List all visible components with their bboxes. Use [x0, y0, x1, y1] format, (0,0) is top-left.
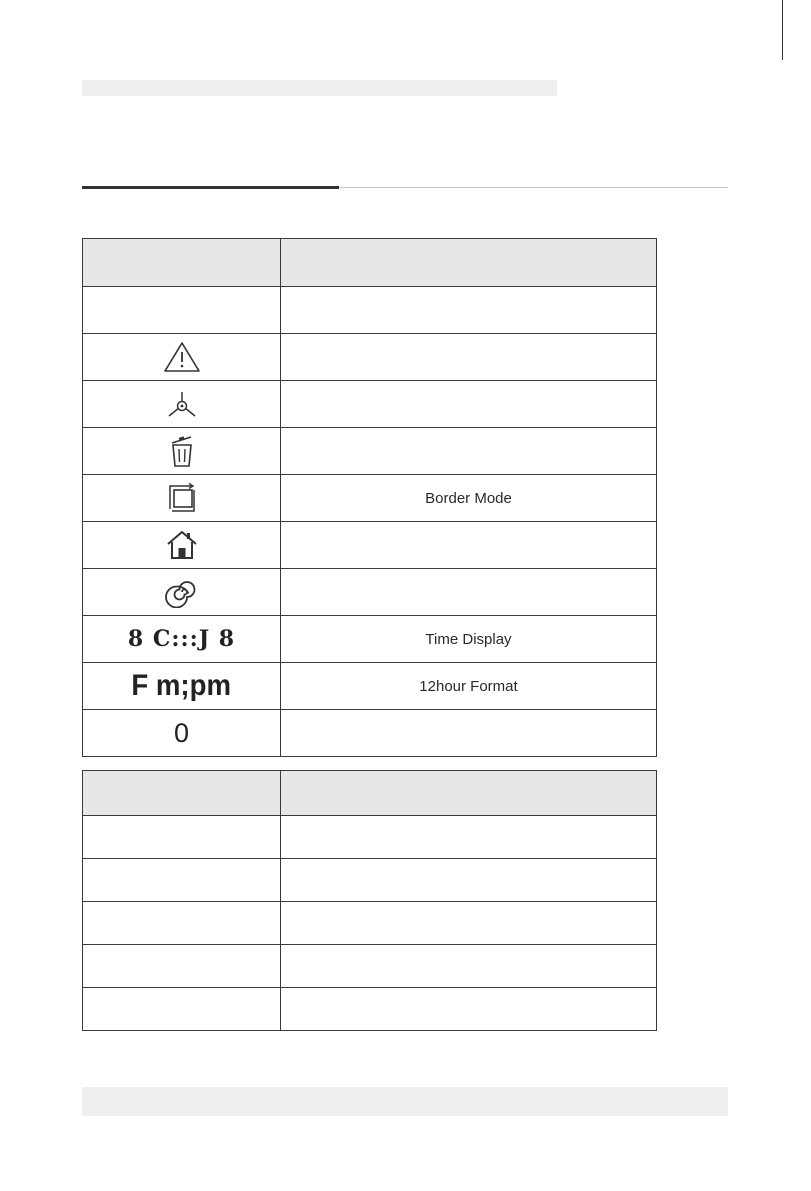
table-cell: [83, 945, 281, 988]
header-cell-left: [83, 771, 281, 816]
table-row: [83, 616, 657, 663]
border-mode-icon: [83, 475, 281, 522]
table-cell: [281, 859, 657, 902]
am-pm-symbol: F m;pm: [131, 669, 232, 702]
description-cell: [281, 710, 657, 757]
table-row: [83, 988, 657, 1031]
spiral-icon: [83, 569, 281, 616]
header-cell-icon: [83, 239, 281, 287]
table-row: [83, 334, 657, 381]
secondary-table: [82, 770, 657, 1031]
table-row: [83, 287, 657, 334]
table-cell: [83, 988, 281, 1031]
header-cell-right: [281, 771, 657, 816]
description-cell: [281, 569, 657, 616]
description-cell: [281, 522, 657, 569]
header-gray-bar: [82, 80, 557, 96]
table-cell: [281, 902, 657, 945]
table-cell: [281, 988, 657, 1031]
table-row: [83, 859, 657, 902]
digit-zero: [83, 710, 281, 757]
description-cell: [281, 334, 657, 381]
header-cell-description: [281, 239, 657, 287]
warning-triangle-icon: [83, 334, 281, 381]
footer-gray-bar: [82, 1087, 728, 1116]
home-icon: [83, 522, 281, 569]
table-cell: [83, 902, 281, 945]
table-cell: [281, 816, 657, 859]
table-row: [83, 945, 657, 988]
time-display-symbol: 8 C:::J 8: [127, 626, 236, 652]
section-rule-accent: [82, 186, 339, 189]
zero-symbol: 0: [173, 717, 190, 748]
table-row: [83, 475, 657, 522]
table-cell: [83, 816, 281, 859]
description-cell: Border Mode: [281, 475, 657, 522]
table-row: [83, 428, 657, 475]
table-row: [83, 381, 657, 428]
icon-cell: [83, 287, 281, 334]
table-row: [83, 522, 657, 569]
side-brush-icon: [83, 381, 281, 428]
crop-mark: [782, 0, 783, 60]
table-row: [83, 710, 657, 757]
table-cell: [83, 859, 281, 902]
table-row: [83, 902, 657, 945]
table-cell: [281, 945, 657, 988]
am-pm-indicator: [83, 663, 281, 710]
description-cell: 12hour Format: [281, 663, 657, 710]
dustbin-icon: [83, 428, 281, 475]
description-cell: [281, 381, 657, 428]
icon-description-table: [82, 238, 657, 757]
time-display-digits-icon: [83, 616, 281, 663]
table-row: [83, 816, 657, 859]
table-header-row: [83, 239, 657, 287]
table-row: [83, 569, 657, 616]
table-row: [83, 663, 657, 710]
description-cell: [281, 287, 657, 334]
table-header-row: [83, 771, 657, 816]
description-cell: Time Display: [281, 616, 657, 663]
description-cell: [281, 428, 657, 475]
